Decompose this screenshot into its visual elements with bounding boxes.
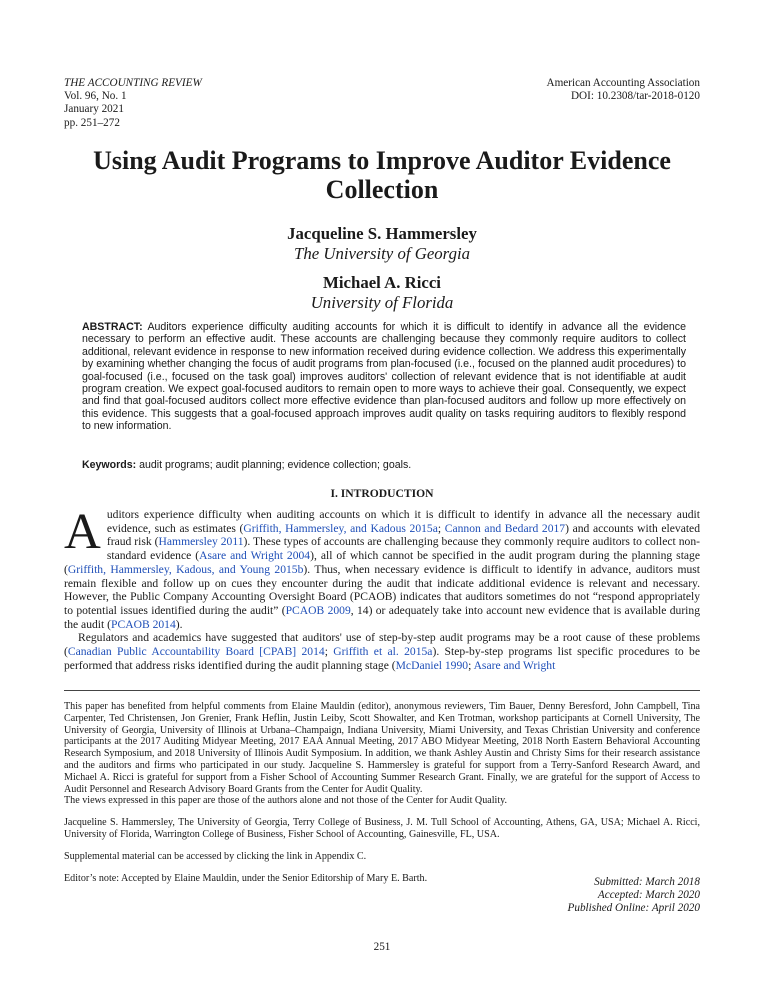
- footnote-views: The views expressed in this paper are those of the authors alone and not those of the Center for Audit Quality.: [64, 795, 508, 806]
- body-text: ), all of which cannot be specified in the audit program during the planning stage (: [64, 549, 701, 576]
- paper-title: Using Audit Programs to Improve Auditor Evidence Collection: [93, 146, 671, 204]
- journal-name: THE ACCOUNTING REVIEW: [64, 77, 202, 89]
- body-text: ). Step-by-step programs list specific procedures to be performed that address risks identified during the audit planning stage (: [64, 645, 700, 672]
- drop-cap: A: [64, 504, 101, 560]
- keywords-label: Keywords:: [82, 459, 137, 471]
- citation-link[interactable]: Griffith, Hammersley, Kadous, and Young 2015b: [67, 562, 304, 576]
- author-name: Jacqueline S. Hammersley: [287, 224, 477, 243]
- accepted-date: Accepted: March 2020: [597, 889, 700, 902]
- published-date: Published Online: April 2020: [567, 902, 700, 915]
- author-block-1: [64, 224, 700, 264]
- footnote-acknowledgments: This paper has benefited from helpful comments from Elaine Mauldin (editor), anonymous reviewers, Tim Bauer, Denny Beresford, John Campbell, Tina Carpenter, Ted Christensen, Jon Grenier, Frank Heflin, Justin Leiby, Scott Showalter, and Ken Trotman, workshop participants at Cornell University, The University of Georgia, University of Illinois at Urbana–Champaign, Indiana University, Miami University, and Texas Christian University and conference participants at the 2017 Auditing Midyear Meeting, 2017 EAA Annual Meeting, 2017 ABO Midyear Meeting, 2018 North Eastern Behavioral Accounting Research Symposium, and 2018 University of Illinois Audit Symposium. In addition, we thank Ashley Austin and Christy Sims for their research assistance and the auditors and firms who participated in our study. Jacqueline S. Hammersley is grateful for support from a Terry-Sanford Research Award, and Michael A. Ricci is grateful for support from a Fisher School of Accounting Summer Research Grant. Finally, we are grateful for the support of Access to Audit Personnel and Research Advisory Board Grants from the Center for Audit Quality.: [64, 701, 700, 795]
- author-affiliation: The University of Georgia: [293, 244, 471, 263]
- citation-link[interactable]: Griffith, Hammersley, and Kadous 2015a: [243, 521, 438, 535]
- citation-link[interactable]: McDaniel 1990: [395, 658, 469, 672]
- citation-link[interactable]: Cannon and Bedard 2017: [444, 521, 566, 535]
- body-text: ).: [175, 617, 183, 631]
- submitted-date: Submitted: March 2018: [594, 876, 700, 888]
- footnote-addresses: Jacqueline S. Hammersley, The University of Georgia, Terry College of Business, J. M. Tull School of Accounting, Athens, GA, USA; Michael A. Ricci, University of Florida, Warrington College of Business, Fisher School of Accounting, Gainesville, FL, USA.: [64, 817, 700, 840]
- footnote-editor-note: Editor’s note: Accepted by Elaine Mauldin, under the Senior Editorship of Mary E. Barth.: [64, 873, 428, 884]
- doi[interactable]: DOI: 10.2308/tar-2018-0120: [570, 90, 700, 103]
- page-number: 251: [373, 941, 391, 953]
- author-name: Michael A. Ricci: [323, 273, 441, 292]
- introduction-body: [64, 504, 701, 672]
- footnote-divider: [64, 690, 700, 691]
- citation-link[interactable]: Canadian Public Accountability Board [CPAB] 2014: [67, 645, 325, 659]
- journal-volume: Vol. 96, No. 1: [64, 90, 127, 103]
- section-heading: I. INTRODUCTION: [330, 487, 434, 500]
- citation-link[interactable]: PCAOB 2009: [285, 603, 351, 617]
- keywords: [82, 459, 686, 471]
- body-text: Regulators and academics have suggested that auditors' use of step-by-step audit programs may be a root cause of these problems (: [64, 631, 700, 659]
- citation-link[interactable]: Asare and Wright: [473, 658, 556, 672]
- citation-link[interactable]: Hammersley 2011: [158, 535, 244, 549]
- abstract: [82, 321, 686, 433]
- abstract-text: Auditors experience difficulty auditing accounts for which it is difficult to identify in advance all the evidence necessary to perform an effective audit. These accounts are challenging because they commonly require auditors to collect additional, relevant evidence in response to new information received during evidence collection. We address this experimentally by examining whether changing the focus of audit programs from plan-focused (i.e., focused on the planned audit procedures) to goal-focused (i.e., focused on the task goal) improves auditors' collection of relevant evidence that is not identifiable at audit program creation. We expect goal-focused auditors to remain open to more ways to achieve their goal. Consequently, we expect and find that goal-focused auditors collect more effective evidence than plan-focused auditors and follow up more effectively on this evidence. This suggests that a goal-focused approach improves audit quality on tasks requiring auditors to flexibly respond to new information.: [82, 321, 686, 433]
- intro-paragraph-2: [64, 631, 700, 672]
- publisher-name: American Accounting Association: [546, 77, 700, 89]
- publisher-header: [547, 77, 700, 103]
- body-text: uditors experience difficulty when auditing accounts on which it is difficult to identify in advance all the necessary audit evidence, such as estimates (: [106, 508, 700, 535]
- intro-paragraph-1: [64, 504, 701, 631]
- intro-paragraph-2-text: [64, 631, 700, 671]
- citation-link[interactable]: PCAOB 2014: [111, 617, 176, 631]
- body-text: ;: [437, 521, 445, 535]
- journal-header: [64, 77, 202, 130]
- author-affiliation: University of Florida: [310, 293, 454, 312]
- journal-date: January 2021: [64, 103, 124, 116]
- citation-link[interactable]: Asare and Wright 2004: [199, 549, 311, 563]
- citation-link[interactable]: Griffith et al. 2015a: [333, 645, 433, 659]
- publication-dates: [568, 876, 700, 916]
- body-text: ). These types of accounts are challenging because they commonly require auditors to collect non-standard evidence (: [106, 535, 701, 563]
- body-text: , 14) or adequately take into account new evidence that is available during the audit (: [64, 603, 700, 631]
- author-block-2: [64, 273, 700, 313]
- body-text: ;: [468, 658, 474, 672]
- body-text: ). Thus, when necessary evidence is difficult to identify in advance, auditors must remain flexible and follow up on cues they encounter during the audit that indicate additional evidence is relevant and necessary. However, the Public Company Accounting Oversight Board (PCAOB) indicates that auditors sometimes do not “respond appropriately to potential issues identified during the audit” (: [64, 562, 700, 617]
- intro-paragraph-1-text: [64, 504, 701, 631]
- body-text: ;: [324, 645, 334, 659]
- journal-pages: pp. 251–272: [64, 116, 120, 129]
- body-text: ) and accounts with elevated fraud risk (: [106, 521, 700, 549]
- keywords-text: audit programs; audit planning; evidence collection; goals.: [139, 459, 412, 471]
- abstract-label: ABSTRACT:: [82, 321, 143, 333]
- footnote-supplemental: Supplemental material can be accessed by clicking the link in Appendix C.: [64, 851, 367, 862]
